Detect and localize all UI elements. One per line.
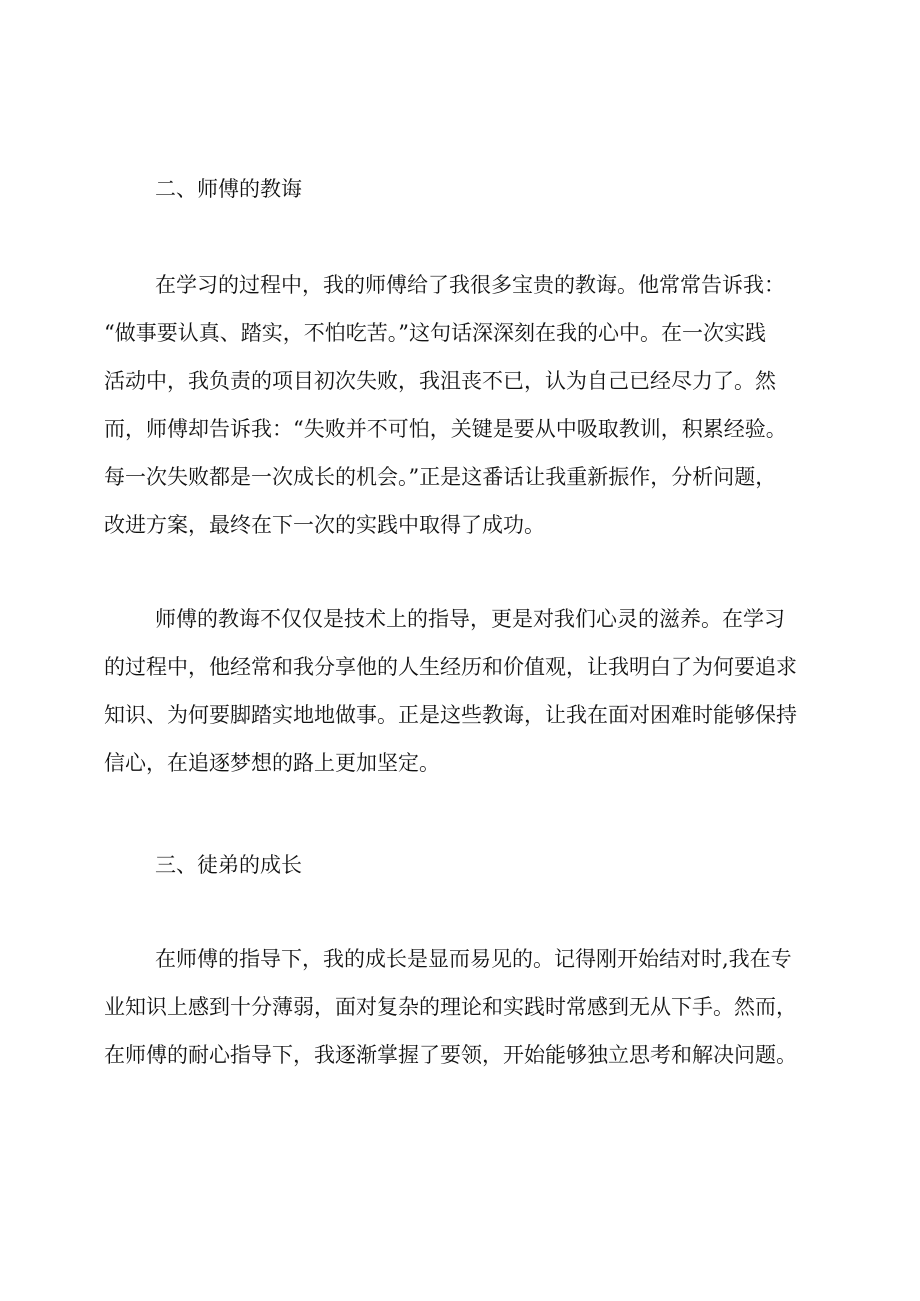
text-line: 活动中，我负责的项目初次失败，我沮丧不已，认为自己已经尽力了。然 [104, 369, 776, 393]
text-line: “做事要认真、踏实，不怕吃苦。”这句话深深刻在我的心中。在一次实践 [104, 321, 766, 345]
text-line: 而，师傅却告诉我：“失败并不可怕，关键是要从中吸取教训，积累经验。 [104, 417, 787, 441]
section-heading-growth: 三、徒弟的成长 [155, 853, 302, 877]
text-line: 的过程中，他经常和我分享他的人生经历和价值观，让我明白了为何要追求 [104, 655, 797, 679]
text-line: 在师傅的指导下，我的成长是显而易见的。记得刚开始结对时,我在专 [155, 947, 792, 971]
text-line: 每一次失败都是一次成长的机会。”正是这番话让我重新振作，分析问题， [104, 465, 777, 489]
text-line: 在学习的过程中，我的师傅给了我很多宝贵的教诲。他常常告诉我： [155, 273, 785, 297]
text-line: 信心，在追逐梦想的路上更加坚定。 [104, 751, 440, 775]
text-line: 业知识上感到十分薄弱，面对复杂的理论和实践时常感到无从下手。然而， [104, 995, 797, 1019]
text-line: 知识、为何要脚踏实地地做事。正是这些教诲，让我在面对困难时能够保持 [104, 703, 797, 727]
text-line: 师傅的教诲不仅仅是技术上的指导，更是对我们心灵的滋养。在学习 [155, 607, 785, 631]
text-line: 在师傅的耐心指导下，我逐渐掌握了要领，开始能够独立思考和解决问题。 [104, 1043, 797, 1067]
section-heading-teachings: 二、师傅的教诲 [155, 177, 302, 201]
text-line: 改进方案，最终在下一次的实践中取得了成功。 [104, 513, 545, 537]
